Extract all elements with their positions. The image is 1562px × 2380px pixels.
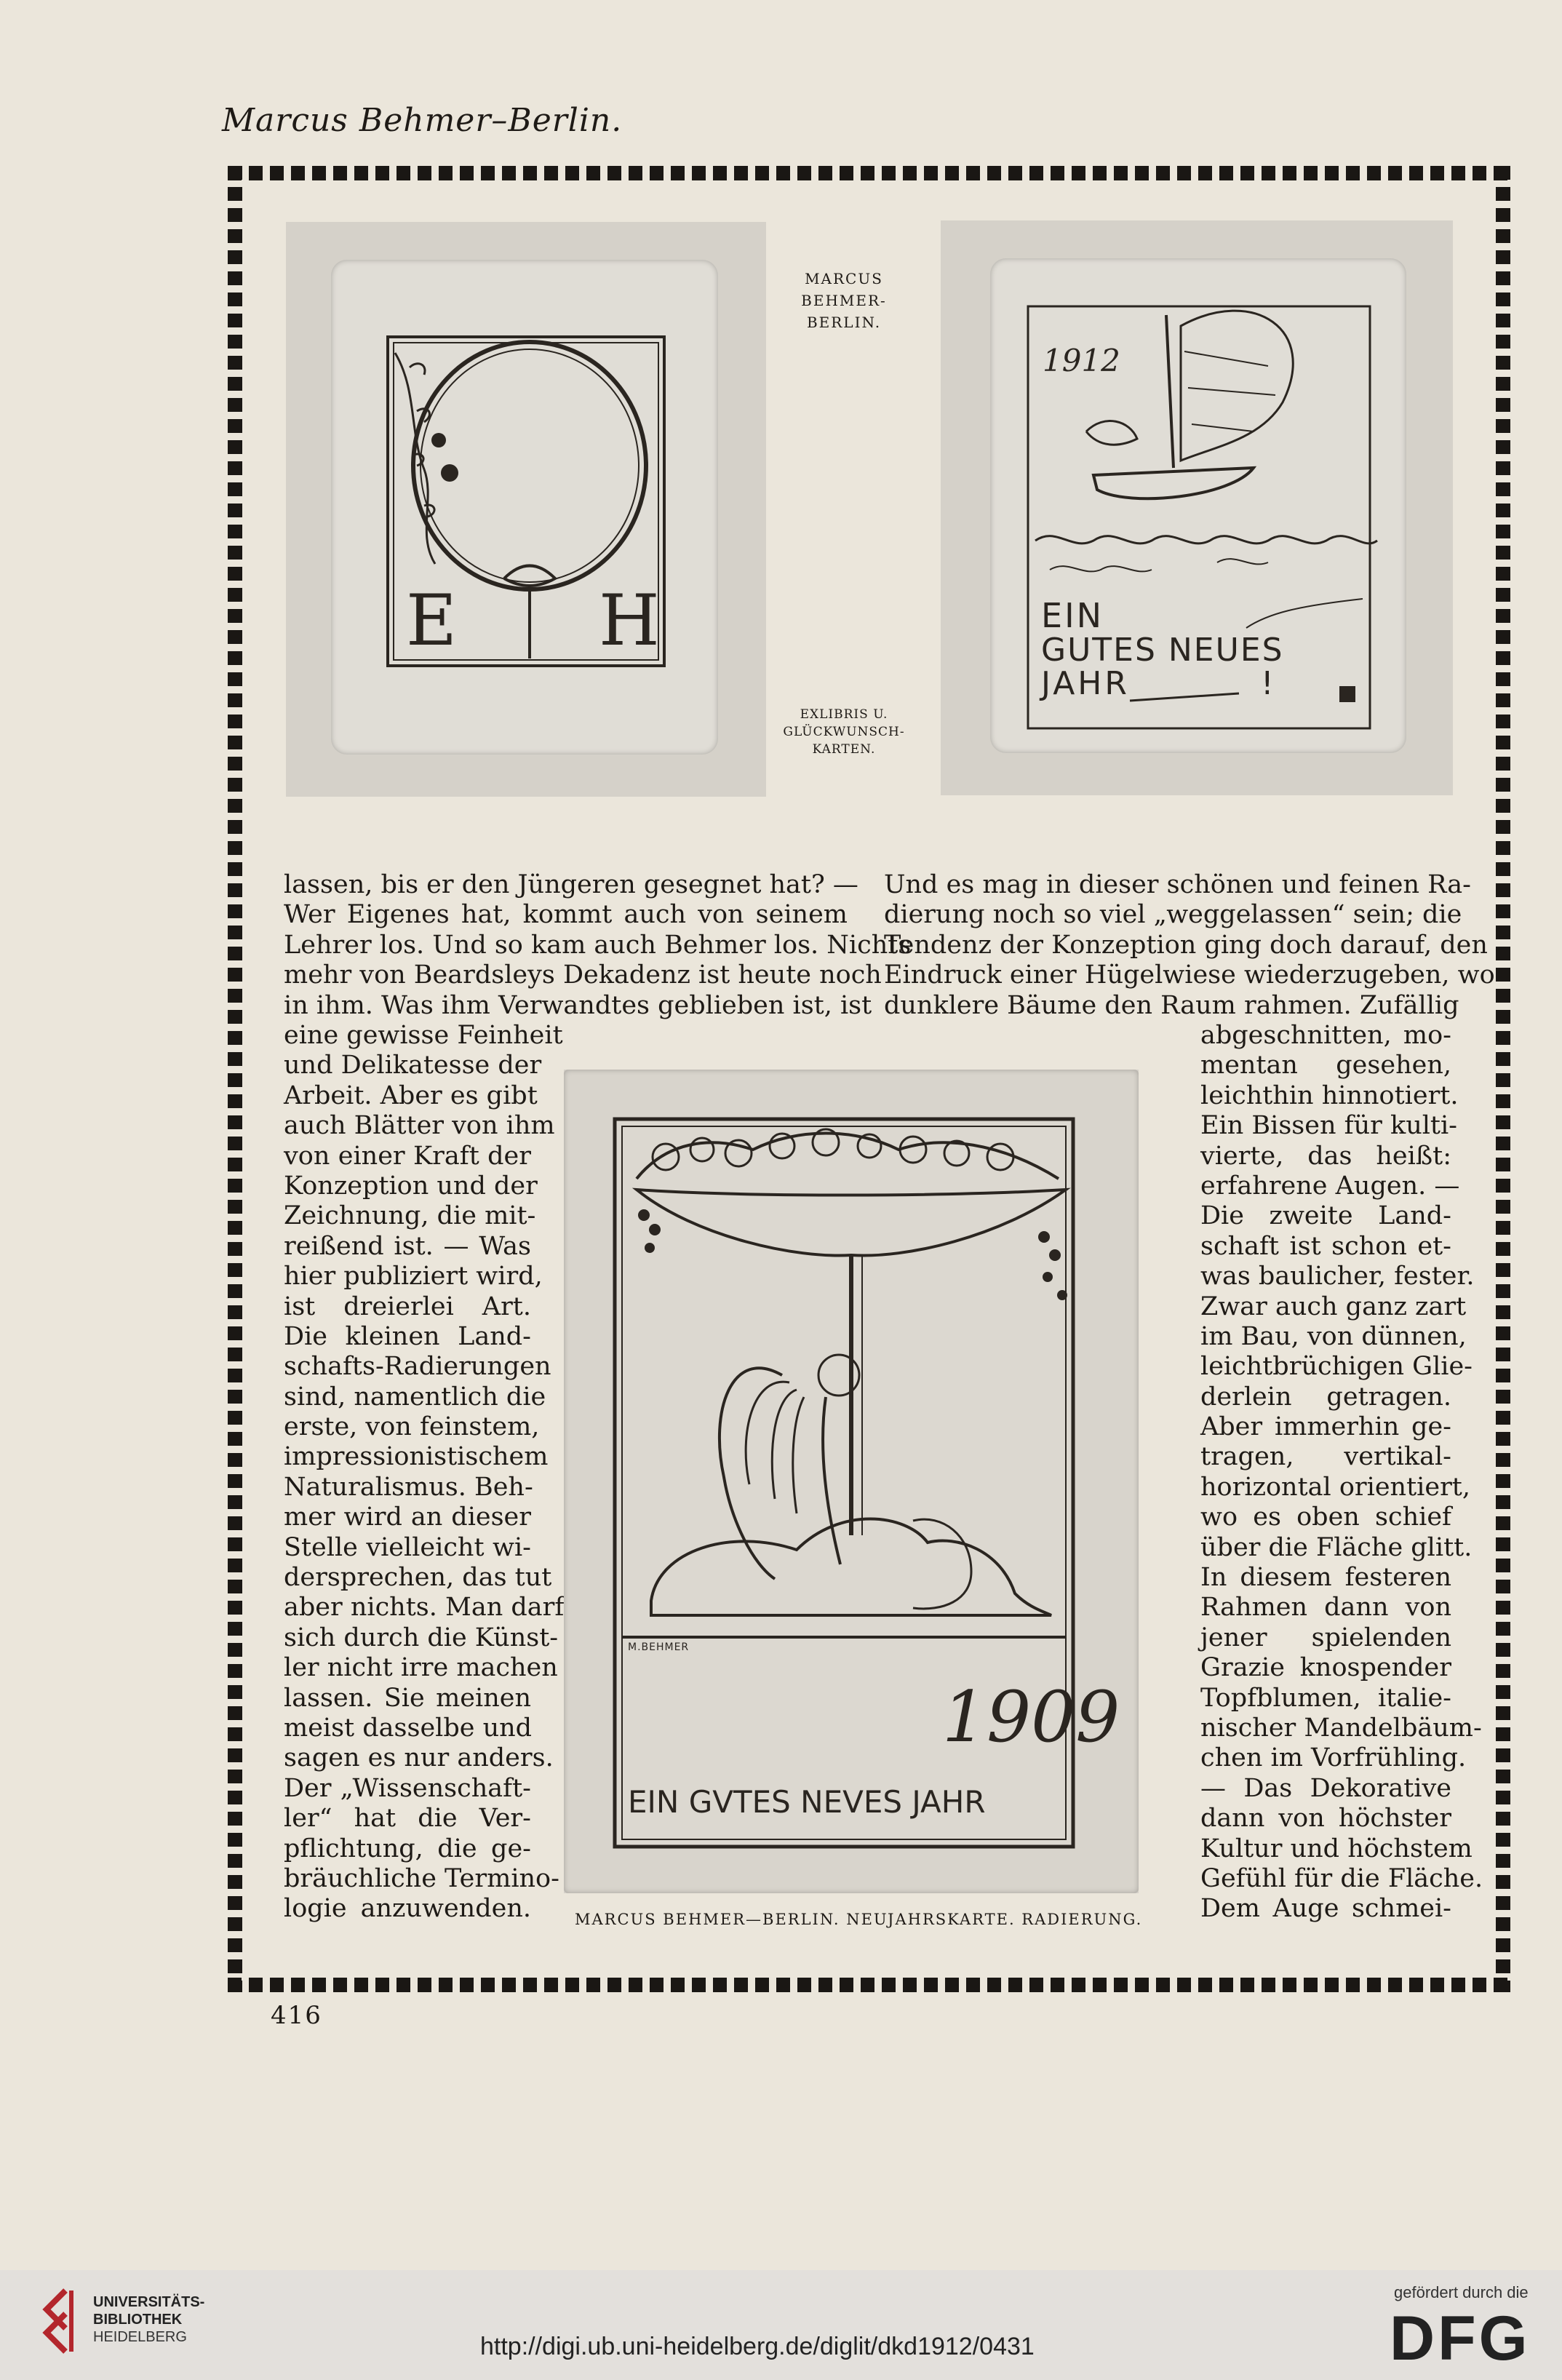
text-line: schafts-Radierungen xyxy=(284,1352,551,1382)
top-caption-line: BEHMER- xyxy=(801,292,887,309)
frame-top-border xyxy=(228,166,1510,180)
text-line: Dem Auge schmei- xyxy=(1200,1894,1451,1924)
text-line: jener spielenden xyxy=(1200,1623,1451,1652)
text-line: derlein getragen. xyxy=(1200,1382,1451,1412)
paragraph-left-top xyxy=(284,870,912,1021)
text-line: nischer Mandelbäum- xyxy=(1200,1713,1482,1743)
text-line: wo es oben schief xyxy=(1200,1503,1451,1532)
text-line: leichtbrüchigen Glie- xyxy=(1200,1352,1473,1382)
text-line: dierung noch so viel „weggelassen“ sein; die xyxy=(884,900,1462,930)
text-line: ler nicht irre machen xyxy=(284,1653,558,1683)
frame-left-border xyxy=(228,166,242,1992)
text-line: sind, namentlich die xyxy=(284,1382,546,1412)
text-line: Ein Bissen für kulti- xyxy=(1200,1111,1458,1141)
library-name xyxy=(93,2293,204,2346)
text-line: ist dreierlei Art. xyxy=(284,1292,531,1321)
new-year-card-1909-etching xyxy=(564,1070,1139,1893)
text-line: Topfblumen, italie- xyxy=(1200,1683,1451,1713)
text-line: hier publiziert wird, xyxy=(284,1262,543,1292)
text-line: und Delikatesse der xyxy=(284,1051,542,1080)
text-line: reißend ist. — Was xyxy=(284,1231,531,1261)
new-year-1909-greeting: EIN GVTES NEVES JAHR xyxy=(628,1784,986,1820)
text-line: mehr von Beardsleys Dekadenz ist heute noch xyxy=(284,960,882,990)
text-line: Lehrer los. Und so kam auch Behmer los. Nichts xyxy=(284,930,912,960)
text-line: in ihm. Was ihm Verwandtes geblieben ist, ist xyxy=(284,990,872,1020)
new-year-1909-signature: M.BEHMER xyxy=(628,1641,690,1653)
text-line: erste, von feinstem, xyxy=(284,1412,540,1442)
middle-caption xyxy=(775,706,913,758)
greeting-card-plate-1912 xyxy=(941,220,1453,795)
text-line: tragen, vertikal- xyxy=(1200,1442,1451,1472)
text-line: pflichtung, die ge- xyxy=(284,1834,531,1863)
text-line: Der „Wissenschaft- xyxy=(284,1773,531,1803)
text-line: abgeschnitten, mo- xyxy=(1200,1021,1451,1050)
text-line: auch Blätter von ihm xyxy=(284,1111,555,1141)
text-line: mer wird an dieser xyxy=(284,1503,531,1532)
text-line: was baulicher, fester. xyxy=(1200,1262,1475,1292)
text-line: Eindruck einer Hügelwiese wiederzugeben, wo xyxy=(884,960,1495,990)
text-line: Gefühl für die Fläche. xyxy=(1200,1863,1483,1893)
text-line: aber nichts. Man darf xyxy=(284,1593,565,1623)
exlibris-letter-h: H xyxy=(599,580,660,661)
exlibris-plate-eh xyxy=(286,222,766,797)
text-line: impressionistischem xyxy=(284,1442,549,1472)
text-line: Kultur und höchstem xyxy=(1200,1834,1473,1863)
text-line: sagen es nur anders. xyxy=(284,1743,554,1773)
greeting-1912-exclamation: ! xyxy=(1261,665,1274,702)
text-line: Rahmen dann von xyxy=(1200,1593,1451,1623)
text-line: dunklere Bäume den Raum rahmen. Zufällig xyxy=(884,990,1459,1020)
page-number: 416 xyxy=(271,2001,322,2030)
text-line: chen im Vorfrühling. xyxy=(1200,1743,1467,1773)
text-line: sich durch die Künst- xyxy=(284,1623,559,1652)
university-library-logo-icon xyxy=(36,2285,87,2357)
text-line: meist dasselbe und xyxy=(284,1713,533,1743)
paragraph-right-top xyxy=(884,870,1495,1021)
text-line: Stelle vielleicht wi- xyxy=(284,1532,531,1562)
text-line: schaft ist schon et- xyxy=(1200,1231,1451,1261)
frame-bottom-border xyxy=(228,1978,1510,1992)
plate-caption: MARCUS BEHMER—BERLIN. NEUJAHRSKARTE. RADIERUNG. xyxy=(575,1911,1143,1928)
text-line: Die zweite Land- xyxy=(1200,1201,1451,1231)
top-caption xyxy=(782,268,906,333)
text-line: erfahrene Augen. — xyxy=(1200,1171,1460,1201)
text-line: leichthin hinnotiert. xyxy=(1200,1080,1459,1110)
text-line: horizontal orientiert, xyxy=(1200,1472,1470,1502)
text-line: mentan gesehen, xyxy=(1200,1051,1451,1080)
text-line: Zeichnung, die mit- xyxy=(284,1201,536,1231)
greeting-1912-line3: JAHR xyxy=(1041,665,1130,702)
top-caption-line: MARCUS xyxy=(805,270,883,287)
greeting-card-1912-etching xyxy=(941,220,1453,795)
text-line: Aber immerhin ge- xyxy=(1200,1412,1451,1442)
text-line: im Bau, von dünnen, xyxy=(1200,1321,1467,1351)
top-caption-line: BERLIN. xyxy=(806,314,882,331)
text-line: lassen. Sie meinen xyxy=(284,1683,531,1713)
text-line: von einer Kraft der xyxy=(284,1141,531,1171)
library-name-line: BIBLIOTHEK xyxy=(93,2312,183,2328)
funding-note: gefördert durch die xyxy=(1394,2283,1529,2301)
running-head: Marcus Behmer–Berlin. xyxy=(222,102,623,139)
dfg-logo: DFG xyxy=(1390,2304,1531,2373)
column-right xyxy=(1200,1021,1483,1925)
text-line: Zwar auch ganz zart xyxy=(1200,1292,1467,1321)
greeting-1912-line2: GUTES NEUES xyxy=(1041,632,1284,669)
text-line: Konzeption und der xyxy=(284,1171,538,1201)
text-line: bräuchliche Termino- xyxy=(284,1863,559,1893)
library-name-line: HEIDELBERG xyxy=(93,2329,187,2345)
text-line: In diesem festeren xyxy=(1200,1563,1451,1593)
library-name-line: UNIVERSITÄTS- xyxy=(93,2294,205,2310)
middle-caption-line: EXLIBRIS U. xyxy=(800,707,888,722)
text-line: dersprechen, das tut xyxy=(284,1563,552,1593)
text-line: Und es mag in dieser schönen und feinen Ra- xyxy=(884,870,1471,899)
text-line: ler“ hat die Ver- xyxy=(284,1804,531,1834)
library-footer xyxy=(0,2270,1562,2380)
greeting-1912-year: 1912 xyxy=(1043,343,1120,378)
source-url-link[interactable]: http://digi.ub.uni-heidelberg.de/diglit/dkd1912/0431 xyxy=(480,2333,1035,2360)
text-line: vierte, das heißt: xyxy=(1200,1141,1451,1171)
new-year-card-plate-1909 xyxy=(564,1070,1139,1893)
text-line: — Das Dekorative xyxy=(1200,1773,1451,1803)
text-line: lassen, bis er den Jüngeren gesegnet hat? — xyxy=(284,870,858,899)
text-line: Tendenz der Konzeption ging doch darauf, den xyxy=(884,930,1488,960)
text-line: Naturalismus. Beh- xyxy=(284,1472,533,1502)
text-line: Die kleinen Land- xyxy=(284,1321,531,1351)
text-line: Grazie knospender xyxy=(1200,1653,1451,1683)
column-left xyxy=(284,1021,565,1925)
exlibris-letter-e: E xyxy=(406,580,458,661)
greeting-1912-line1: EIN xyxy=(1041,596,1104,635)
middle-caption-line: KARTEN. xyxy=(812,742,876,757)
text-line: dann von höchster xyxy=(1200,1804,1451,1834)
exlibris-eh-etching xyxy=(286,222,766,797)
text-line: Wer Eigenes hat, kommt auch von seinem xyxy=(284,900,848,930)
text-line: eine gewisse Feinheit xyxy=(284,1021,563,1050)
text-line: Arbeit. Aber es gibt xyxy=(284,1080,538,1110)
new-year-1909-year: 1909 xyxy=(942,1676,1120,1758)
frame-right-border xyxy=(1496,166,1510,1992)
text-line: logie anzuwenden. xyxy=(284,1894,531,1924)
middle-caption-line: GLÜCKWUNSCH- xyxy=(783,725,905,739)
text-line: über die Fläche glitt. xyxy=(1200,1532,1473,1562)
